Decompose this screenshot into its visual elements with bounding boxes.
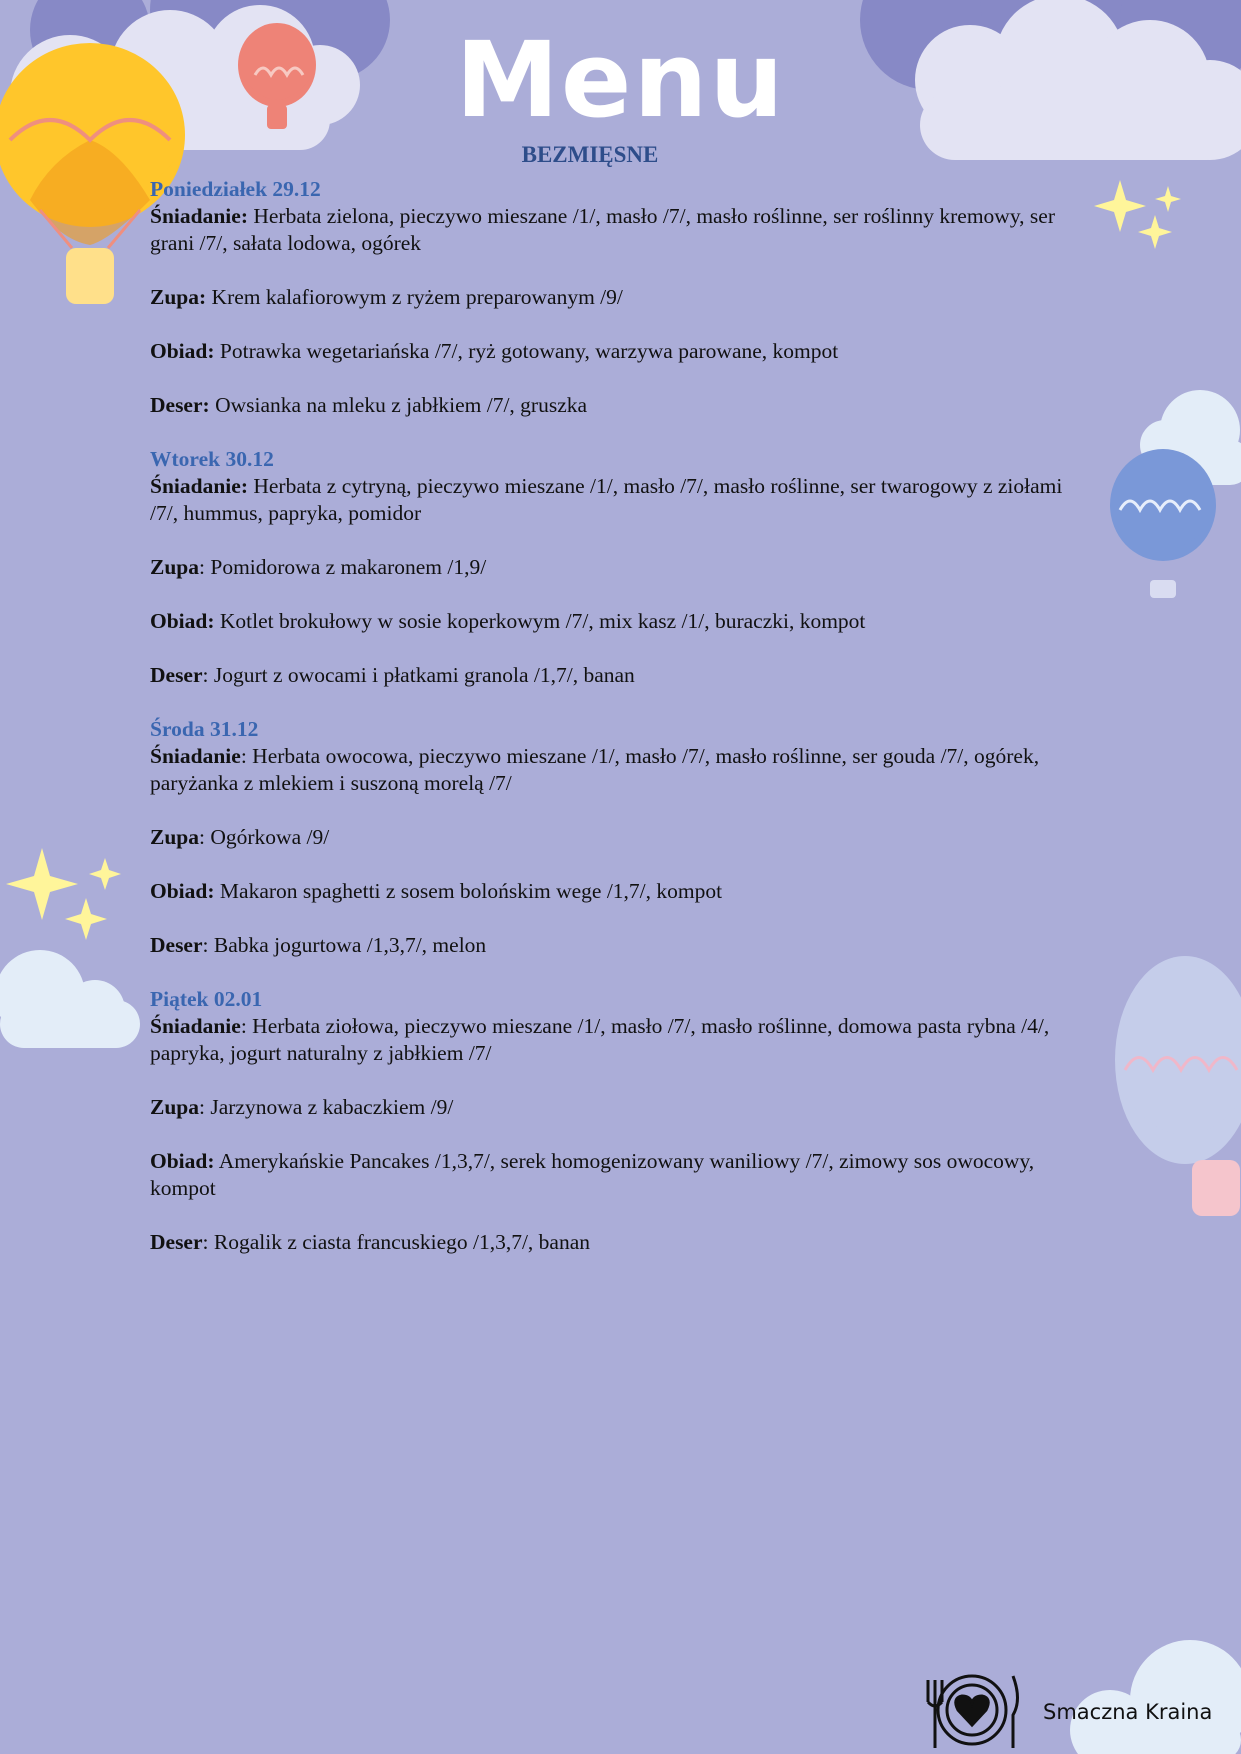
meal-text: Herbata z cytryną, pieczywo mieszane /1/, masło /7/, masło roślinne, ser twarogowy z ziołami /7/, hummus, papryka, pomidor [150,474,1063,525]
meal-text: Potrawka wegetariańska /7/, ryż gotowany, warzywa parowane, kompot [214,339,839,363]
stars-left-icon [6,848,121,940]
meal-label: Obiad: [150,1149,215,1173]
meal-label: Deser [150,663,203,687]
cloud-left-middle [0,950,140,1048]
menu-content [150,176,1090,1283]
brand-name: Smaczna Kraina [1043,1700,1213,1724]
meal-breakfast [150,203,1090,257]
meal-breakfast [150,743,1090,797]
meal-text: Krem kalafiorowym z ryżem preparowanym /9/ [206,285,623,309]
day-title: Wtorek 30.12 [150,447,274,471]
cloud-bottom-right [1070,1640,1241,1754]
page-title: Menu [455,19,786,141]
meal-text: : Herbata ziołowa, pieczywo mieszane /1/, masło /7/, masło roślinne, domowa pasta rybna /4/, papryka, jogurt naturalny z jabłkiem /7/ [150,1014,1050,1065]
day-tuesday [150,446,1090,689]
meal-lunch [150,338,1090,365]
stars-top-right-icon [1094,180,1181,249]
meal-dessert [150,932,1090,959]
meal-text: : Babka jogurtowa /1,3,7/, melon [202,933,487,957]
meal-text: Makaron spaghetti z sosem bolońskim wege /1,7/, kompot [214,879,723,903]
meal-label: Zupa [150,825,200,849]
meal-text: Herbata zielona, pieczywo mieszane /1/, masło /7/, masło roślinne, ser roślinny kremowy, ser grani /7/, sałata lodowa, ogórek [150,204,1056,255]
meal-lunch [150,1148,1090,1202]
meal-label: Deser: [150,393,210,417]
meal-text: Owsianka na mleku z jabłkiem /7/, gruszka [209,393,588,417]
meal-label: Obiad: [150,879,215,903]
meal-text: : Jarzynowa z kabaczkiem /9/ [199,1095,454,1119]
day-friday [150,986,1090,1256]
blue-balloon-icon [1110,449,1216,598]
meal-text: Amerykańskie Pancakes /1,3,7/, serek homogenizowany waniliowy /7/, zimowy sos owocowy, kompot [150,1149,1035,1200]
meal-label: Deser [150,1230,203,1254]
meal-label: Śniadanie [150,744,241,768]
meal-soup [150,824,1090,851]
day-title: Środa 31.12 [150,717,259,741]
meal-label: Deser [150,933,203,957]
day-title: Piątek 02.01 [150,987,263,1011]
meal-label: Obiad: [150,609,215,633]
lavender-balloon-icon [1115,956,1241,1216]
meal-label: Śniadanie: [150,204,248,228]
meal-lunch [150,878,1090,905]
day-monday [150,176,1090,419]
meal-label: Śniadanie: [150,474,248,498]
meal-text: : Jogurt z owocami i płatkami granola /1,7/, banan [202,663,635,687]
meal-label: Śniadanie [150,1014,241,1038]
meal-soup [150,1094,1090,1121]
day-wednesday [150,716,1090,959]
meal-dessert [150,1229,1090,1256]
meal-breakfast [150,1013,1090,1067]
meal-breakfast [150,473,1090,527]
meal-soup [150,284,1090,311]
meal-text: Kotlet brokułowy w sosie koperkowym /7/, mix kasz /1/, buraczki, kompot [214,609,866,633]
meal-text: : Herbata owocowa, pieczywo mieszane /1/, masło /7/, masło roślinne, ser gouda /7/, ogórek, paryżanka z mlekiem i suszoną morelą /7/ [150,744,1040,795]
menu-subtitle: BEZMIĘSNE [521,142,659,167]
meal-lunch [150,608,1090,635]
meal-dessert [150,392,1090,419]
meal-text: : Rogalik z ciasta francuskiego /1,3,7/, banan [202,1230,591,1254]
meal-label: Zupa [150,555,200,579]
meal-label: Obiad: [150,339,215,363]
meal-label: Zupa [150,1095,200,1119]
meal-text: : Ogórkowa /9/ [199,825,330,849]
meal-text: : Pomidorowa z makaronem /1,9/ [199,555,487,579]
meal-dessert [150,662,1090,689]
plate-fork-knife-heart-icon [928,1676,1018,1748]
day-title: Poniedziałek 29.12 [150,177,321,201]
meal-soup [150,554,1090,581]
meal-label: Zupa: [150,285,207,309]
